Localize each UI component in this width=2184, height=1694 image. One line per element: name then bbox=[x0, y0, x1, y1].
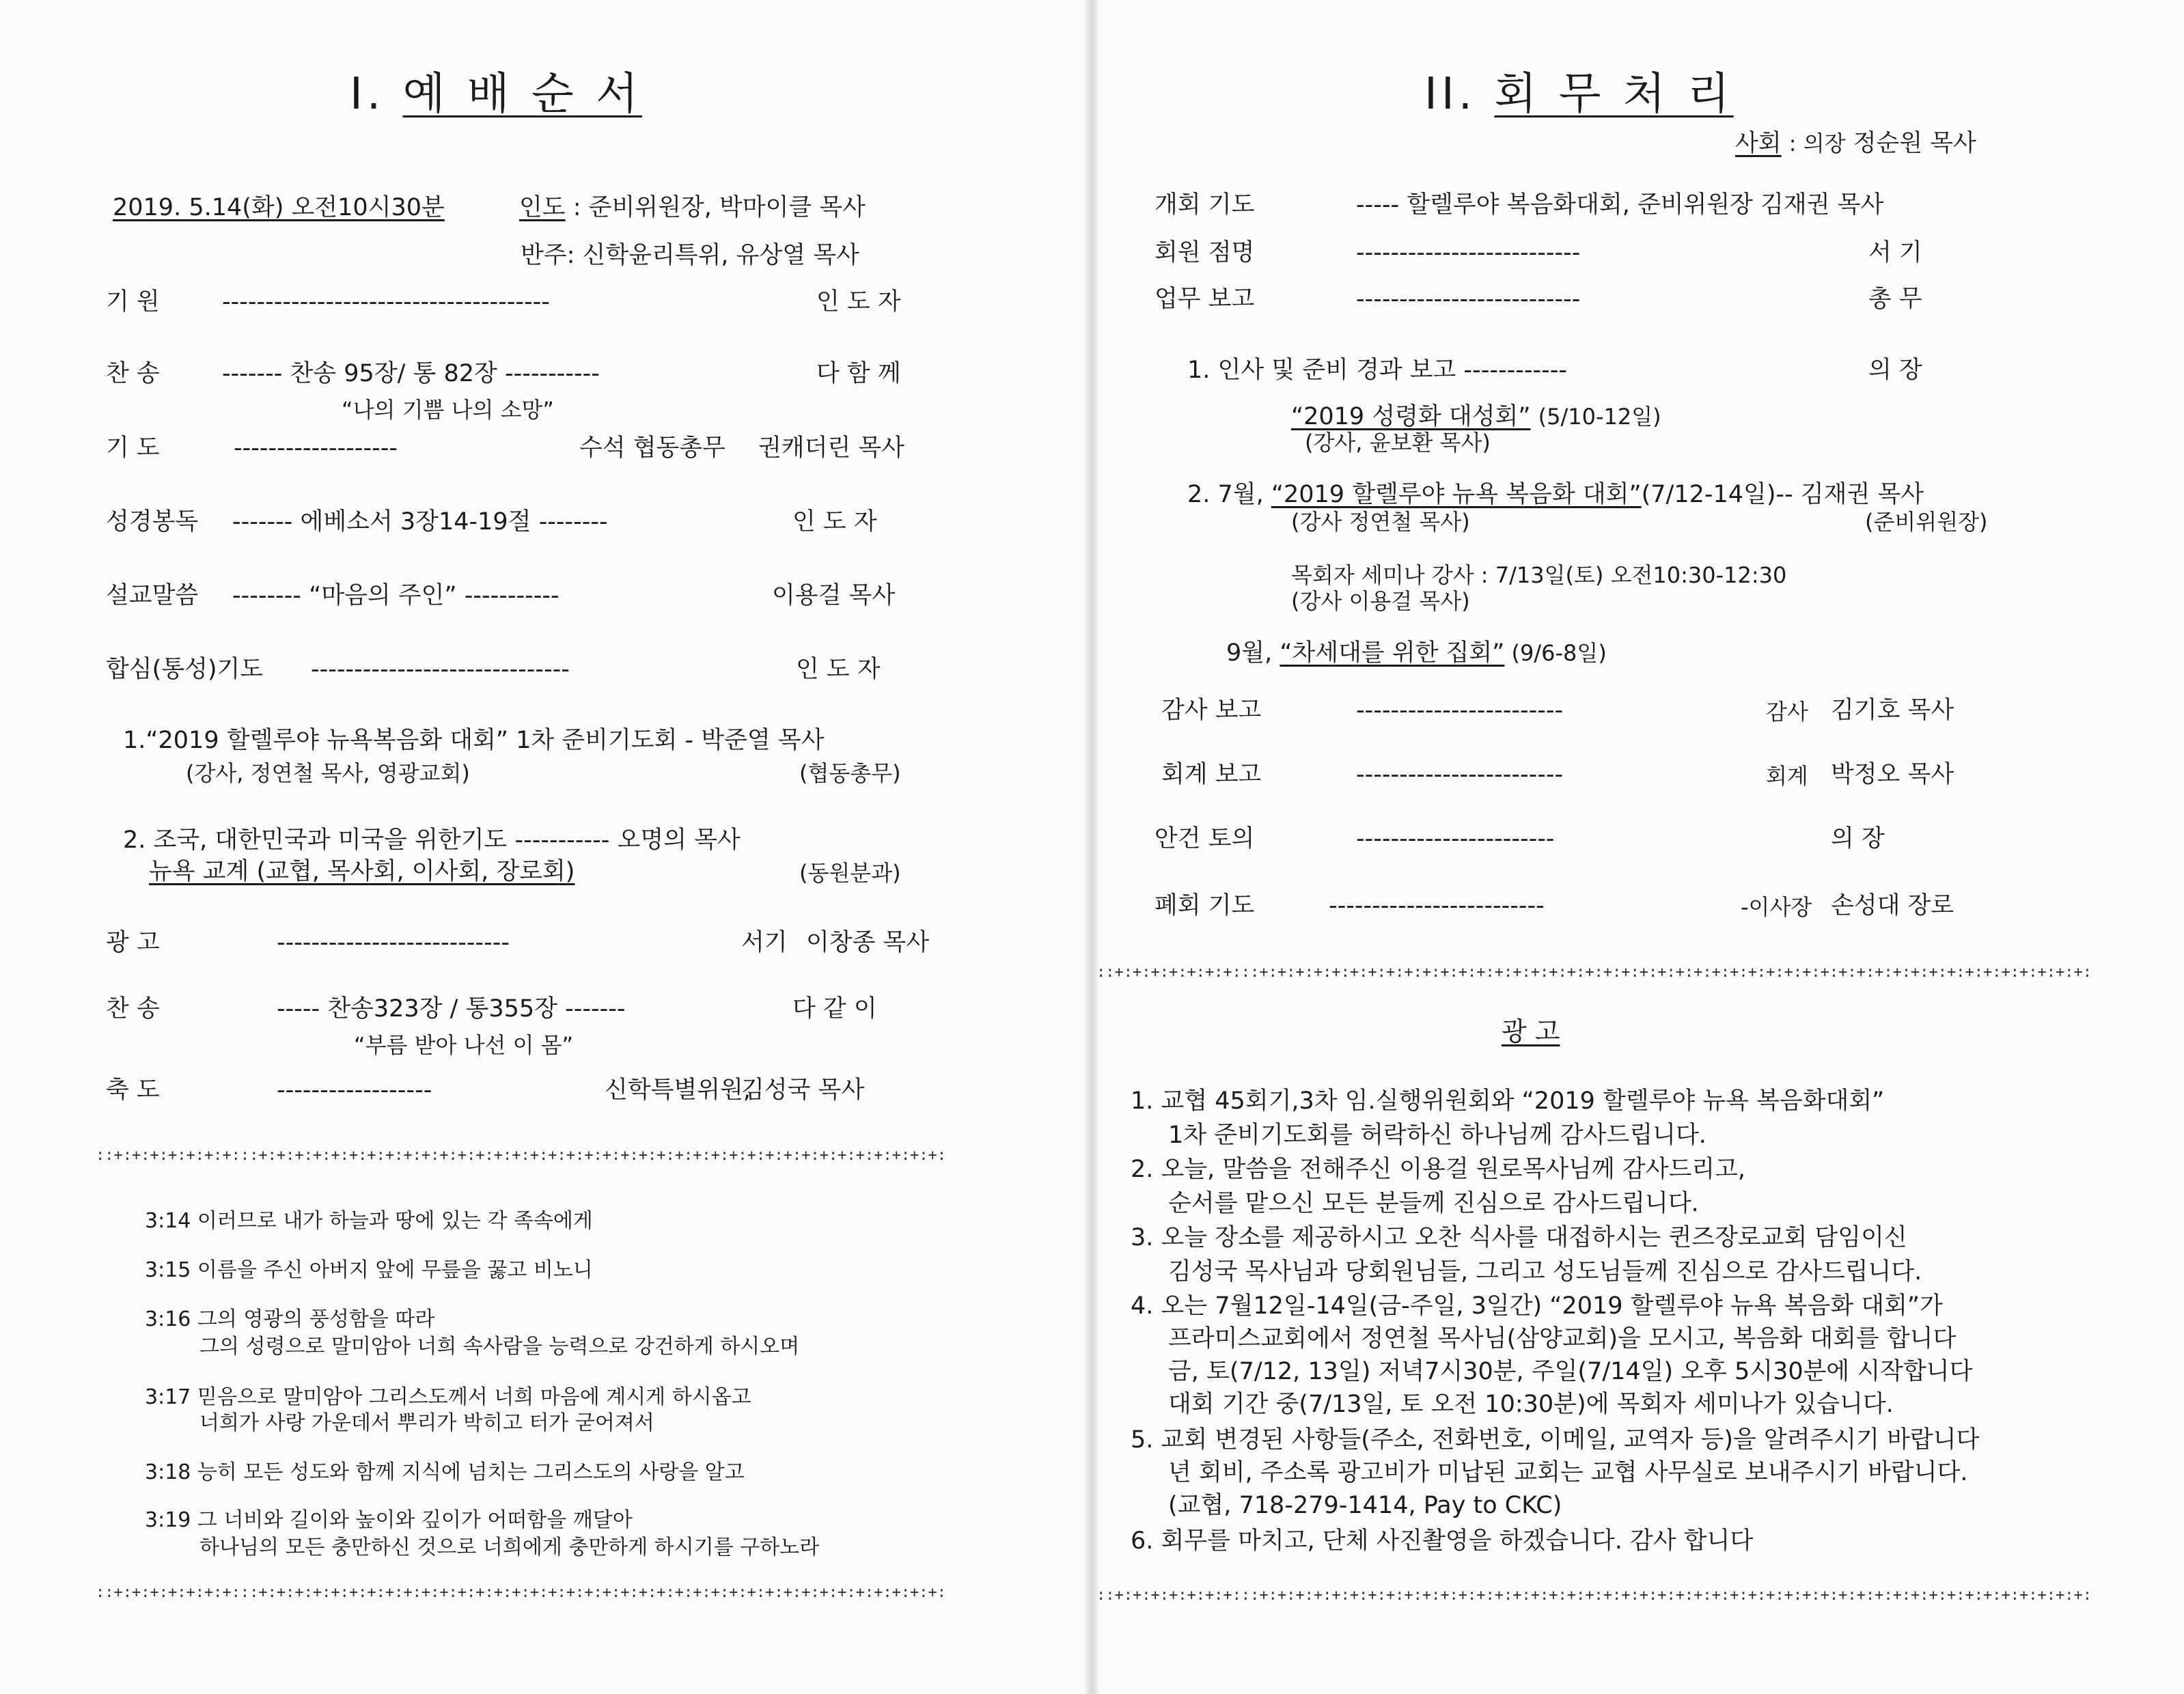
benediction-who: 김성국 목사 bbox=[741, 1077, 865, 1104]
hymn1-title: “나의 기쁨 나의 소망” bbox=[342, 397, 554, 423]
roll-call-label: 회원 점명 bbox=[1155, 239, 1255, 266]
benediction-label: 축 도 bbox=[106, 1077, 160, 1104]
hymn1-label: 찬 송 bbox=[106, 360, 160, 387]
invocation-leader: 인 도 자 bbox=[816, 288, 901, 316]
report-item-1-who: 의 장 bbox=[1868, 357, 1922, 384]
divider-top: ::+:+:+:+:+:+:+:::+:+:+:+:+:+:+:+:+:+:+:+:+:+:+:+:+:+:+:+:+:+:+:+:+:+:+:+:+:+:+:+:+:+:+:+:+:+: bbox=[96, 1147, 947, 1164]
benediction-dashes: ------------------ bbox=[277, 1077, 432, 1104]
prayer-topic-1: 1.“2019 할렐루야 뉴욕복음화 대회” 1차 준비기도회 - 박준열 목사 bbox=[123, 727, 825, 754]
divider-right-bottom: ::+:+:+:+:+:+:+:::+:+:+:+:+:+:+:+:+:+:+:+:+:+:+:+:+:+:+:+:+:+:+:+:+:+:+:+:+:+:+:+:+:+:+:+:+:+:+:+:+:+:+:+:+:+: bbox=[1096, 1587, 2092, 1604]
unison-dashes: ------------------------------ bbox=[311, 656, 570, 683]
closing-prayer-dashes: ------------------------- bbox=[1329, 892, 1545, 919]
hymn1-number: ------- 찬송 95장/ 통 82장 ----------- bbox=[222, 360, 600, 387]
report-item-2-role: (준비위원장) bbox=[1865, 509, 1988, 535]
page-fold bbox=[1085, 0, 1098, 1694]
notice-role: 서기 bbox=[741, 929, 788, 956]
divider-right-top: ::+:+:+:+:+:+:+:::+:+:+:+:+:+:+:+:+:+:+:+:+:+:+:+:+:+:+:+:+:+:+:+:+:+:+:+:+:+:+:+:+:+:+:+:+:+:+:+:+:+:+:+:+:+: bbox=[1096, 964, 2092, 981]
verse-3-17: 3:17 믿음으로 말미암아 그리스도께서 너희 마음에 계시게 하시옵고 bbox=[145, 1385, 751, 1409]
opening-prayer-detail: ----- 할렐루야 복음화대회, 준비위원장 김재권 목사 bbox=[1356, 191, 1884, 219]
closing-prayer-who: 손성대 장로 bbox=[1831, 892, 1954, 919]
verse-3-16: 3:16 그의 영광의 풍성함을 따라 bbox=[145, 1307, 435, 1331]
agenda-who: 의 장 bbox=[1831, 825, 1885, 852]
prayer-topic-2-detail: 뉴욕 교계 (교협, 목사회, 이사회, 장로회) bbox=[149, 858, 575, 885]
verse-3-14: 3:14 이러므로 내가 하늘과 땅에 있는 각 족속에게 bbox=[145, 1209, 593, 1233]
closing-prayer-role: -이사장 bbox=[1741, 894, 1812, 920]
sermon-title: -------- “마음의 주인” ----------- bbox=[232, 582, 559, 609]
divider-bottom-left: ::+:+:+:+:+:+:+:::+:+:+:+:+:+:+:+:+:+:+:+:+:+:+:+:+:+:+:+:+:+:+:+:+:+:+:+:+:+:+:+:+:+:+:+:+:+: bbox=[96, 1584, 947, 1601]
seminar-speaker: (강사 이용걸 목사) bbox=[1291, 588, 1470, 614]
prayer-topic-1-speaker: (강사, 정연철 목사, 영광교회) bbox=[186, 760, 470, 786]
prayer-label: 기 도 bbox=[106, 434, 160, 462]
notice-who: 이창종 목사 bbox=[806, 929, 930, 956]
prayer-role: 수석 협동총무 bbox=[579, 434, 725, 462]
report-item-1-speaker: (강사, 윤보환 목사) bbox=[1305, 430, 1491, 456]
audit-role: 감사 bbox=[1766, 699, 1808, 725]
agenda-label: 안건 토의 bbox=[1155, 825, 1255, 852]
reading-passage: ------- 에베소서 3장14-19절 -------- bbox=[232, 508, 608, 536]
agenda-dashes: ----------------------- bbox=[1356, 825, 1555, 852]
business-report-who: 총 무 bbox=[1868, 286, 1922, 313]
accounting-report-dashes: ------------------------ bbox=[1356, 761, 1564, 788]
audit-report-dashes: ------------------------ bbox=[1356, 697, 1564, 724]
verse-3-15: 3:15 이름을 주신 아버지 앞에 무릎을 꿇고 비노니 bbox=[145, 1258, 593, 1282]
announcement-5: 5. 교회 변경된 사항들(주소, 전화번호, 이메일, 교역자 등)을 알려주시기 바랍니다 bbox=[1131, 1426, 1980, 1454]
report-item-2-speaker: (강사 정연철 목사) bbox=[1291, 509, 1470, 535]
leader-line: 인도 : 준비위원장, 박마이클 목사 bbox=[519, 194, 866, 221]
prayer-topic-1-role: (협동총무) bbox=[799, 760, 901, 786]
report-item-2: 2. 7월, “2019 할렐루야 뉴욕 복음화 대회”(7/12-14일)-- 김재권 목사 bbox=[1187, 481, 1924, 508]
september-event: 9월, “차세대를 위한 집회” (9/6-8일) bbox=[1226, 639, 1607, 667]
business-report-label: 업무 보고 bbox=[1155, 286, 1255, 313]
accounting-who: 박정오 목사 bbox=[1831, 761, 1954, 788]
service-date: 2019. 5.14(화) 오전10시30분 bbox=[113, 194, 445, 221]
announcement-4-line4: 대회 기간 중(7/13일, 토 오전 10:30분)에 목회자 세미나가 있습니다. bbox=[1168, 1391, 1894, 1418]
sermon-label: 설교말씀 bbox=[106, 582, 199, 609]
audit-report-label: 감사 보고 bbox=[1161, 697, 1262, 724]
prayer-topic-2-role: (동원분과) bbox=[799, 860, 901, 886]
announcements-title: 광 고 bbox=[1502, 1016, 1560, 1046]
invocation-label: 기 원 bbox=[106, 288, 160, 316]
announcement-4-line2: 프라미스교회에서 정연철 목사님(삼양교회)을 모시고, 복음화 대회를 합니다 bbox=[1168, 1325, 1957, 1352]
roll-call-dashes: -------------------------- bbox=[1356, 239, 1581, 266]
seminar-line: 목회자 세미나 강사 : 7/13일(토) 오전10:30-12:30 bbox=[1291, 562, 1787, 588]
sermon-preacher: 이용걸 목사 bbox=[772, 582, 896, 609]
roll-call-who: 서 기 bbox=[1868, 239, 1922, 266]
notice-dashes: --------------------------- bbox=[277, 929, 510, 956]
invocation-dashes: -------------------------------------- bbox=[222, 288, 550, 316]
announcement-5-line2: 년 회비, 주소록 광고비가 미납된 교회는 교협 사무실로 보내주시기 바랍니다. bbox=[1168, 1459, 1968, 1486]
hymn2-label: 찬 송 bbox=[106, 995, 160, 1023]
unison-who: 인 도 자 bbox=[796, 656, 881, 683]
report-item-1: 1. 인사 및 준비 경과 보고 ------------ bbox=[1187, 357, 1567, 384]
hymn2-number: ----- 찬송323장 / 통355장 ------- bbox=[277, 995, 626, 1023]
announcement-1-cont: 1차 준비기도회를 허락하신 하나님께 감사드립니다. bbox=[1168, 1122, 1706, 1149]
verse-3-17-cont: 너희가 사랑 가운데서 뿌리가 박히고 터가 굳어져서 bbox=[199, 1411, 654, 1435]
page-title-worship: I. 예 배 순 서 bbox=[350, 69, 642, 120]
unison-prayer-label: 합심(통성)기도 bbox=[106, 656, 264, 683]
accompanist-line: 반주: 신학윤리특위, 유상열 목사 bbox=[521, 242, 859, 269]
report-item-1-event: “2019 성령화 대성회” (5/10-12일) bbox=[1291, 403, 1661, 430]
hymn1-who: 다 함 께 bbox=[816, 360, 901, 387]
announcement-3: 3. 오늘 장소를 제공하시고 오찬 식사를 대접하시는 퀸즈장로교회 담임이신 bbox=[1131, 1224, 1907, 1251]
business-report-dashes: -------------------------- bbox=[1356, 286, 1581, 313]
reading-label: 성경봉독 bbox=[106, 508, 199, 536]
announcement-4-line3: 금, 토(7/12, 13일) 저녁7시30분, 주일(7/14일) 오후 5시30분에 시작합니다 bbox=[1168, 1358, 1973, 1385]
announcement-3-cont: 김성국 목사님과 당회원님들, 그리고 성도님들께 진심으로 감사드립니다. bbox=[1168, 1258, 1922, 1286]
announcement-1: 1. 교협 45회기,3차 임.실행위원회와 “2019 할렐루야 뉴욕 복음화대회” bbox=[1131, 1087, 1885, 1115]
verse-3-19: 3:19 그 너비와 길이와 높이와 깊이가 어떠함을 깨달아 bbox=[145, 1508, 633, 1532]
verse-3-19-cont: 하나님의 모든 충만하신 것으로 너희에게 충만하게 하시기를 구하노라 bbox=[199, 1536, 820, 1559]
hymn2-who: 다 같 이 bbox=[792, 995, 877, 1023]
benediction-role: 신학특별위원, bbox=[605, 1077, 751, 1104]
prayer-who: 권캐더린 목사 bbox=[758, 434, 904, 462]
closing-prayer-label: 폐회 기도 bbox=[1155, 892, 1255, 919]
prayer-topic-2: 2. 조국, 대한민국과 미국을 위한기도 ----------- 오명의 목사 bbox=[123, 827, 741, 854]
announcement-4: 4. 오는 7월12일-14일(금-주일, 3일간) “2019 할렐루야 뉴욕 복음화 대회”가 bbox=[1131, 1292, 1943, 1320]
reading-who: 인 도 자 bbox=[792, 508, 877, 536]
announcement-6: 6. 회무를 마치고, 단체 사진촬영을 하겠습니다. 감사 합니다 bbox=[1131, 1527, 1754, 1555]
accounting-report-label: 회계 보고 bbox=[1161, 761, 1262, 788]
page-title-business: II. 회 무 처 리 bbox=[1424, 69, 1734, 120]
verse-3-18: 3:18 능히 모든 성도와 함께 지식에 넘치는 그리스도의 사랑을 알고 bbox=[145, 1460, 745, 1484]
announcement-5-contact: (교협, 718-279-1414, Pay to CKC) bbox=[1168, 1492, 1562, 1519]
audit-who: 김기호 목사 bbox=[1831, 697, 1954, 724]
opening-prayer-label: 개회 기도 bbox=[1155, 191, 1255, 219]
moderator-line: 사회 : 의장 정순원 목사 bbox=[1735, 130, 1976, 157]
verse-3-16-cont: 그의 성령으로 말미암아 너희 속사람을 능력으로 강건하게 하시오며 bbox=[199, 1335, 800, 1359]
hymn2-title: “부름 받아 나선 이 몸” bbox=[354, 1032, 574, 1058]
notice-label: 광 고 bbox=[106, 929, 160, 956]
prayer-dashes: ------------------- bbox=[234, 434, 398, 462]
accounting-role: 회계 bbox=[1766, 763, 1808, 789]
announcement-2: 2. 오늘, 말씀을 전해주신 이용걸 원로목사님께 감사드리고, bbox=[1131, 1156, 1746, 1183]
announcement-2-cont: 순서를 맡으신 모든 분들께 진심으로 감사드립니다. bbox=[1168, 1190, 1699, 1217]
